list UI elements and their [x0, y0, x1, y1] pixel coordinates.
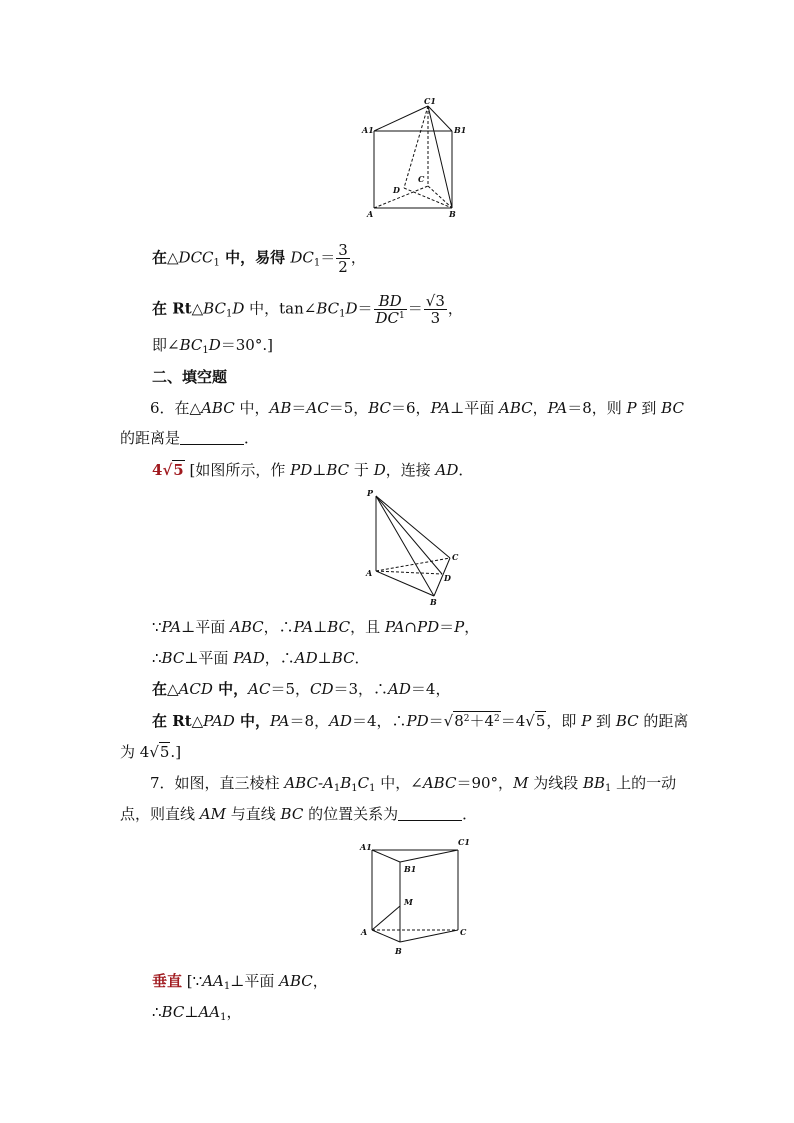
text: -	[317, 774, 324, 792]
text: BC	[661, 399, 684, 417]
fig2-label-a: A	[366, 568, 373, 578]
text: ＝3，∴	[333, 680, 389, 698]
text: 5	[159, 743, 170, 761]
text: ，	[532, 399, 548, 417]
solution7-line2	[152, 1002, 242, 1022]
text: PD	[406, 712, 429, 730]
text: ＝4，∴	[351, 712, 407, 730]
fig2-label-d: D	[444, 573, 451, 583]
text: [如图所示，作	[184, 461, 291, 479]
text: PD	[290, 461, 313, 479]
text: P	[626, 399, 637, 417]
text: BC	[179, 336, 203, 354]
text: 7．如图，直三棱柱	[150, 774, 285, 792]
text: ＝	[357, 299, 373, 318]
text: 中，	[234, 399, 270, 417]
text: AA	[198, 1003, 221, 1021]
fig3-label-c: C	[460, 927, 467, 937]
text: √	[443, 712, 454, 730]
text: DCC	[178, 248, 214, 267]
numerator: BD	[374, 293, 407, 310]
fig1-label-c1: C1	[424, 96, 436, 106]
text: ＝	[407, 299, 423, 318]
text: 的位置关系为	[303, 805, 399, 823]
text: D	[345, 299, 358, 318]
numerator: 3	[338, 241, 348, 259]
text: BC	[280, 805, 304, 823]
text: 1	[369, 783, 376, 794]
text: BB	[582, 774, 606, 792]
fig3-label-a: A	[361, 927, 368, 937]
text: ，	[312, 972, 328, 990]
text: ＝90°，	[456, 774, 514, 792]
fig1-label-b: B	[449, 209, 456, 219]
text: PA	[293, 618, 314, 636]
solution6-line4: 在 Rt△PAD 中，PA＝8，AD＝4，$\therefore PD=√8^2+4^2=4√5$，即 P 到 BC 的距离	[152, 712, 689, 730]
text: 4	[152, 461, 163, 479]
fig1-hidden-edge	[404, 106, 428, 188]
text: BC	[316, 299, 340, 318]
text: ．	[354, 649, 370, 667]
text: M	[513, 774, 529, 792]
fig2-edge	[376, 496, 450, 558]
text: 1	[605, 783, 612, 794]
text: PD	[417, 618, 440, 636]
text: ⊥	[317, 649, 332, 667]
solution5-line1	[152, 242, 366, 275]
text: ABC	[201, 399, 235, 417]
question7-line1	[150, 773, 676, 793]
fig1-edge	[428, 106, 452, 208]
text: 中，易得	[219, 248, 291, 267]
text: 2	[494, 714, 500, 724]
text: 上的一动	[611, 774, 677, 792]
denominator: 3	[430, 309, 441, 327]
text: 与直线	[225, 805, 281, 823]
text: AC	[306, 399, 329, 417]
text: 1	[333, 783, 341, 794]
text: BC	[327, 618, 351, 636]
solution5-line2	[152, 293, 463, 326]
text: PA	[161, 618, 182, 636]
solution7-line1	[152, 971, 328, 991]
text: C	[357, 774, 370, 792]
text: PAD	[203, 712, 235, 730]
fraction	[424, 293, 447, 326]
fig3-edge	[372, 850, 400, 862]
text: 5	[173, 461, 184, 479]
text: 在 Rt△	[152, 299, 204, 318]
fig1-label-a: A	[367, 209, 374, 219]
text: AM	[199, 805, 226, 823]
text: 中，tan∠	[244, 299, 317, 318]
answer6: 4√5	[152, 461, 184, 479]
right-prism-figure	[358, 832, 478, 960]
fig1-label-a1: A1	[362, 125, 374, 135]
text: 2	[463, 714, 470, 724]
text: CD	[309, 680, 334, 698]
question7-line2	[120, 804, 477, 824]
text: 8	[454, 712, 464, 730]
text: D	[232, 299, 245, 318]
text: ，	[447, 299, 463, 318]
fig1-hidden-edge	[374, 186, 428, 208]
text: ，	[226, 1003, 242, 1021]
text: 1	[351, 783, 358, 794]
fig1-hidden-edge	[404, 188, 452, 208]
solution6-line1	[152, 617, 479, 637]
text: AD	[388, 680, 411, 698]
answer6-line	[152, 460, 473, 480]
text: ⊥	[313, 618, 328, 636]
text: PA	[269, 712, 290, 730]
text: DC	[290, 248, 314, 267]
text: ＝8，则	[567, 399, 627, 417]
text: B	[340, 774, 352, 792]
text: ，	[350, 248, 366, 267]
text: ．	[458, 461, 474, 479]
text: 中，∠	[375, 774, 423, 792]
text: ＝	[291, 399, 307, 417]
text: ＝	[320, 248, 336, 267]
fig2-edge	[376, 571, 434, 596]
text: 1	[313, 257, 321, 269]
fig3-edge	[400, 930, 458, 942]
fig2-hidden-edge	[376, 571, 442, 574]
text: AB	[269, 399, 292, 417]
denominator: 2	[338, 258, 348, 276]
text: 到	[591, 712, 616, 730]
text: ＝30°.]	[220, 336, 273, 354]
fig3-label-b1: B1	[404, 864, 417, 874]
numerator: √3	[425, 292, 445, 310]
text: 5	[535, 712, 546, 730]
text: BC	[331, 649, 355, 667]
fig1-label-b1: B1	[454, 125, 467, 135]
text: 中，	[212, 680, 249, 698]
fig3-edge	[400, 850, 458, 862]
text: ∴	[152, 1003, 162, 1021]
text: ，即	[546, 712, 582, 730]
text: BC	[368, 399, 392, 417]
text: AA	[202, 972, 224, 990]
answer-blank	[398, 806, 462, 821]
text: ＝4，	[410, 680, 451, 698]
text: ABC	[284, 774, 318, 792]
text: PA	[430, 399, 451, 417]
text: ，	[464, 618, 480, 636]
fig1-label-c: C	[418, 174, 425, 184]
text: ＝	[439, 618, 455, 636]
text: ABC	[422, 774, 457, 792]
text: D	[373, 461, 386, 479]
text: ACD	[178, 680, 213, 698]
text: ，且	[350, 618, 385, 636]
text: ．	[462, 805, 478, 823]
text: ⊥	[312, 461, 327, 479]
text: AC	[248, 680, 271, 698]
denominator	[374, 310, 407, 326]
fig2-label-b: B	[430, 597, 437, 607]
fig1-hidden-edge	[428, 186, 452, 208]
text: ＝5，	[328, 399, 369, 417]
text: ＝	[428, 712, 444, 730]
text: P	[454, 618, 465, 636]
fig3-edge	[372, 906, 400, 930]
text: 1	[213, 257, 220, 269]
answer7: 垂直	[152, 972, 183, 990]
fig2-label-c: C	[452, 552, 459, 562]
prism-figure-1	[360, 96, 470, 222]
text: ＝8，	[289, 712, 330, 730]
text: DC	[375, 309, 400, 327]
text: BC	[326, 461, 350, 479]
text: 在△	[152, 680, 179, 698]
text: ABC	[499, 399, 533, 417]
text: 为 4	[120, 743, 150, 761]
text: 中，	[234, 712, 270, 730]
fig1-label-d: D	[393, 185, 400, 195]
text: ＝6，	[391, 399, 431, 417]
tetrahedron-figure	[362, 486, 472, 608]
solution5-line3	[152, 335, 273, 355]
radicand	[453, 711, 501, 730]
text: 在 Rt△	[152, 712, 204, 730]
text: ∩	[404, 618, 417, 636]
text: AD	[294, 649, 318, 667]
text: ⊥	[184, 1003, 199, 1021]
text: D	[208, 336, 221, 354]
text: ，∴	[263, 618, 294, 636]
text: PA	[384, 618, 405, 636]
text: ＝4	[500, 712, 526, 730]
text: ∵	[152, 618, 162, 636]
text: 即∠	[152, 336, 180, 354]
fig3-label-b: B	[395, 946, 402, 956]
text: 1	[223, 981, 231, 992]
solution6-line2	[152, 648, 370, 668]
text: 于	[349, 461, 374, 479]
text: ，∴	[264, 649, 295, 667]
fraction	[374, 293, 407, 326]
text: 为线段	[528, 774, 583, 792]
text: BC	[203, 299, 226, 318]
text: A	[323, 774, 334, 792]
text: 的距离	[638, 712, 689, 730]
section-title: 二、填空题	[152, 368, 228, 386]
text: ABC	[279, 972, 313, 990]
fig3-label-m: M	[404, 897, 413, 907]
fig2-label-p: P	[367, 488, 374, 498]
text: ABC	[229, 618, 264, 636]
fraction	[336, 242, 350, 275]
fig2-edge	[376, 496, 434, 596]
text: 点，则直线	[120, 805, 200, 823]
text: 的距离是	[120, 429, 181, 447]
fig2-edge	[376, 496, 442, 574]
question6-line2	[120, 428, 259, 448]
solution6-line3	[152, 679, 450, 699]
text: ⊥平面	[184, 649, 234, 667]
text: 1	[399, 311, 405, 321]
text: AD	[435, 461, 459, 479]
text: PA	[547, 399, 568, 417]
text: PAD	[233, 649, 265, 667]
fig1-edge	[374, 106, 428, 131]
text: ⊥平面	[450, 399, 499, 417]
text: 1	[220, 1012, 227, 1023]
text: ，连接	[385, 461, 436, 479]
text: BC	[161, 649, 185, 667]
text: AD	[329, 712, 352, 730]
fig3-label-a1: A1	[360, 842, 372, 852]
text: ＝5，	[270, 680, 310, 698]
solution6-line5: 为 4√5.]	[120, 743, 182, 761]
text: [∵	[182, 972, 203, 990]
fig3-edge	[372, 930, 400, 942]
text: 1	[339, 308, 346, 320]
text: .]	[170, 743, 182, 761]
text: ⊥平面	[181, 618, 230, 636]
text: 1	[225, 308, 233, 320]
text: 1	[202, 345, 209, 356]
text: 在△	[152, 248, 179, 267]
answer-blank	[180, 430, 244, 445]
text: BC	[615, 712, 639, 730]
text: ∴	[152, 649, 162, 667]
text: ．	[244, 429, 260, 447]
fig3-label-c1: C1	[458, 837, 470, 847]
fig1-edge	[428, 106, 452, 131]
text: 6．在△	[150, 399, 202, 417]
text: ＋4	[469, 712, 495, 730]
text: 到	[636, 399, 662, 417]
question6-line1	[150, 398, 684, 418]
text: ⊥平面	[230, 972, 280, 990]
text: BC	[161, 1003, 185, 1021]
text: P	[581, 712, 592, 730]
